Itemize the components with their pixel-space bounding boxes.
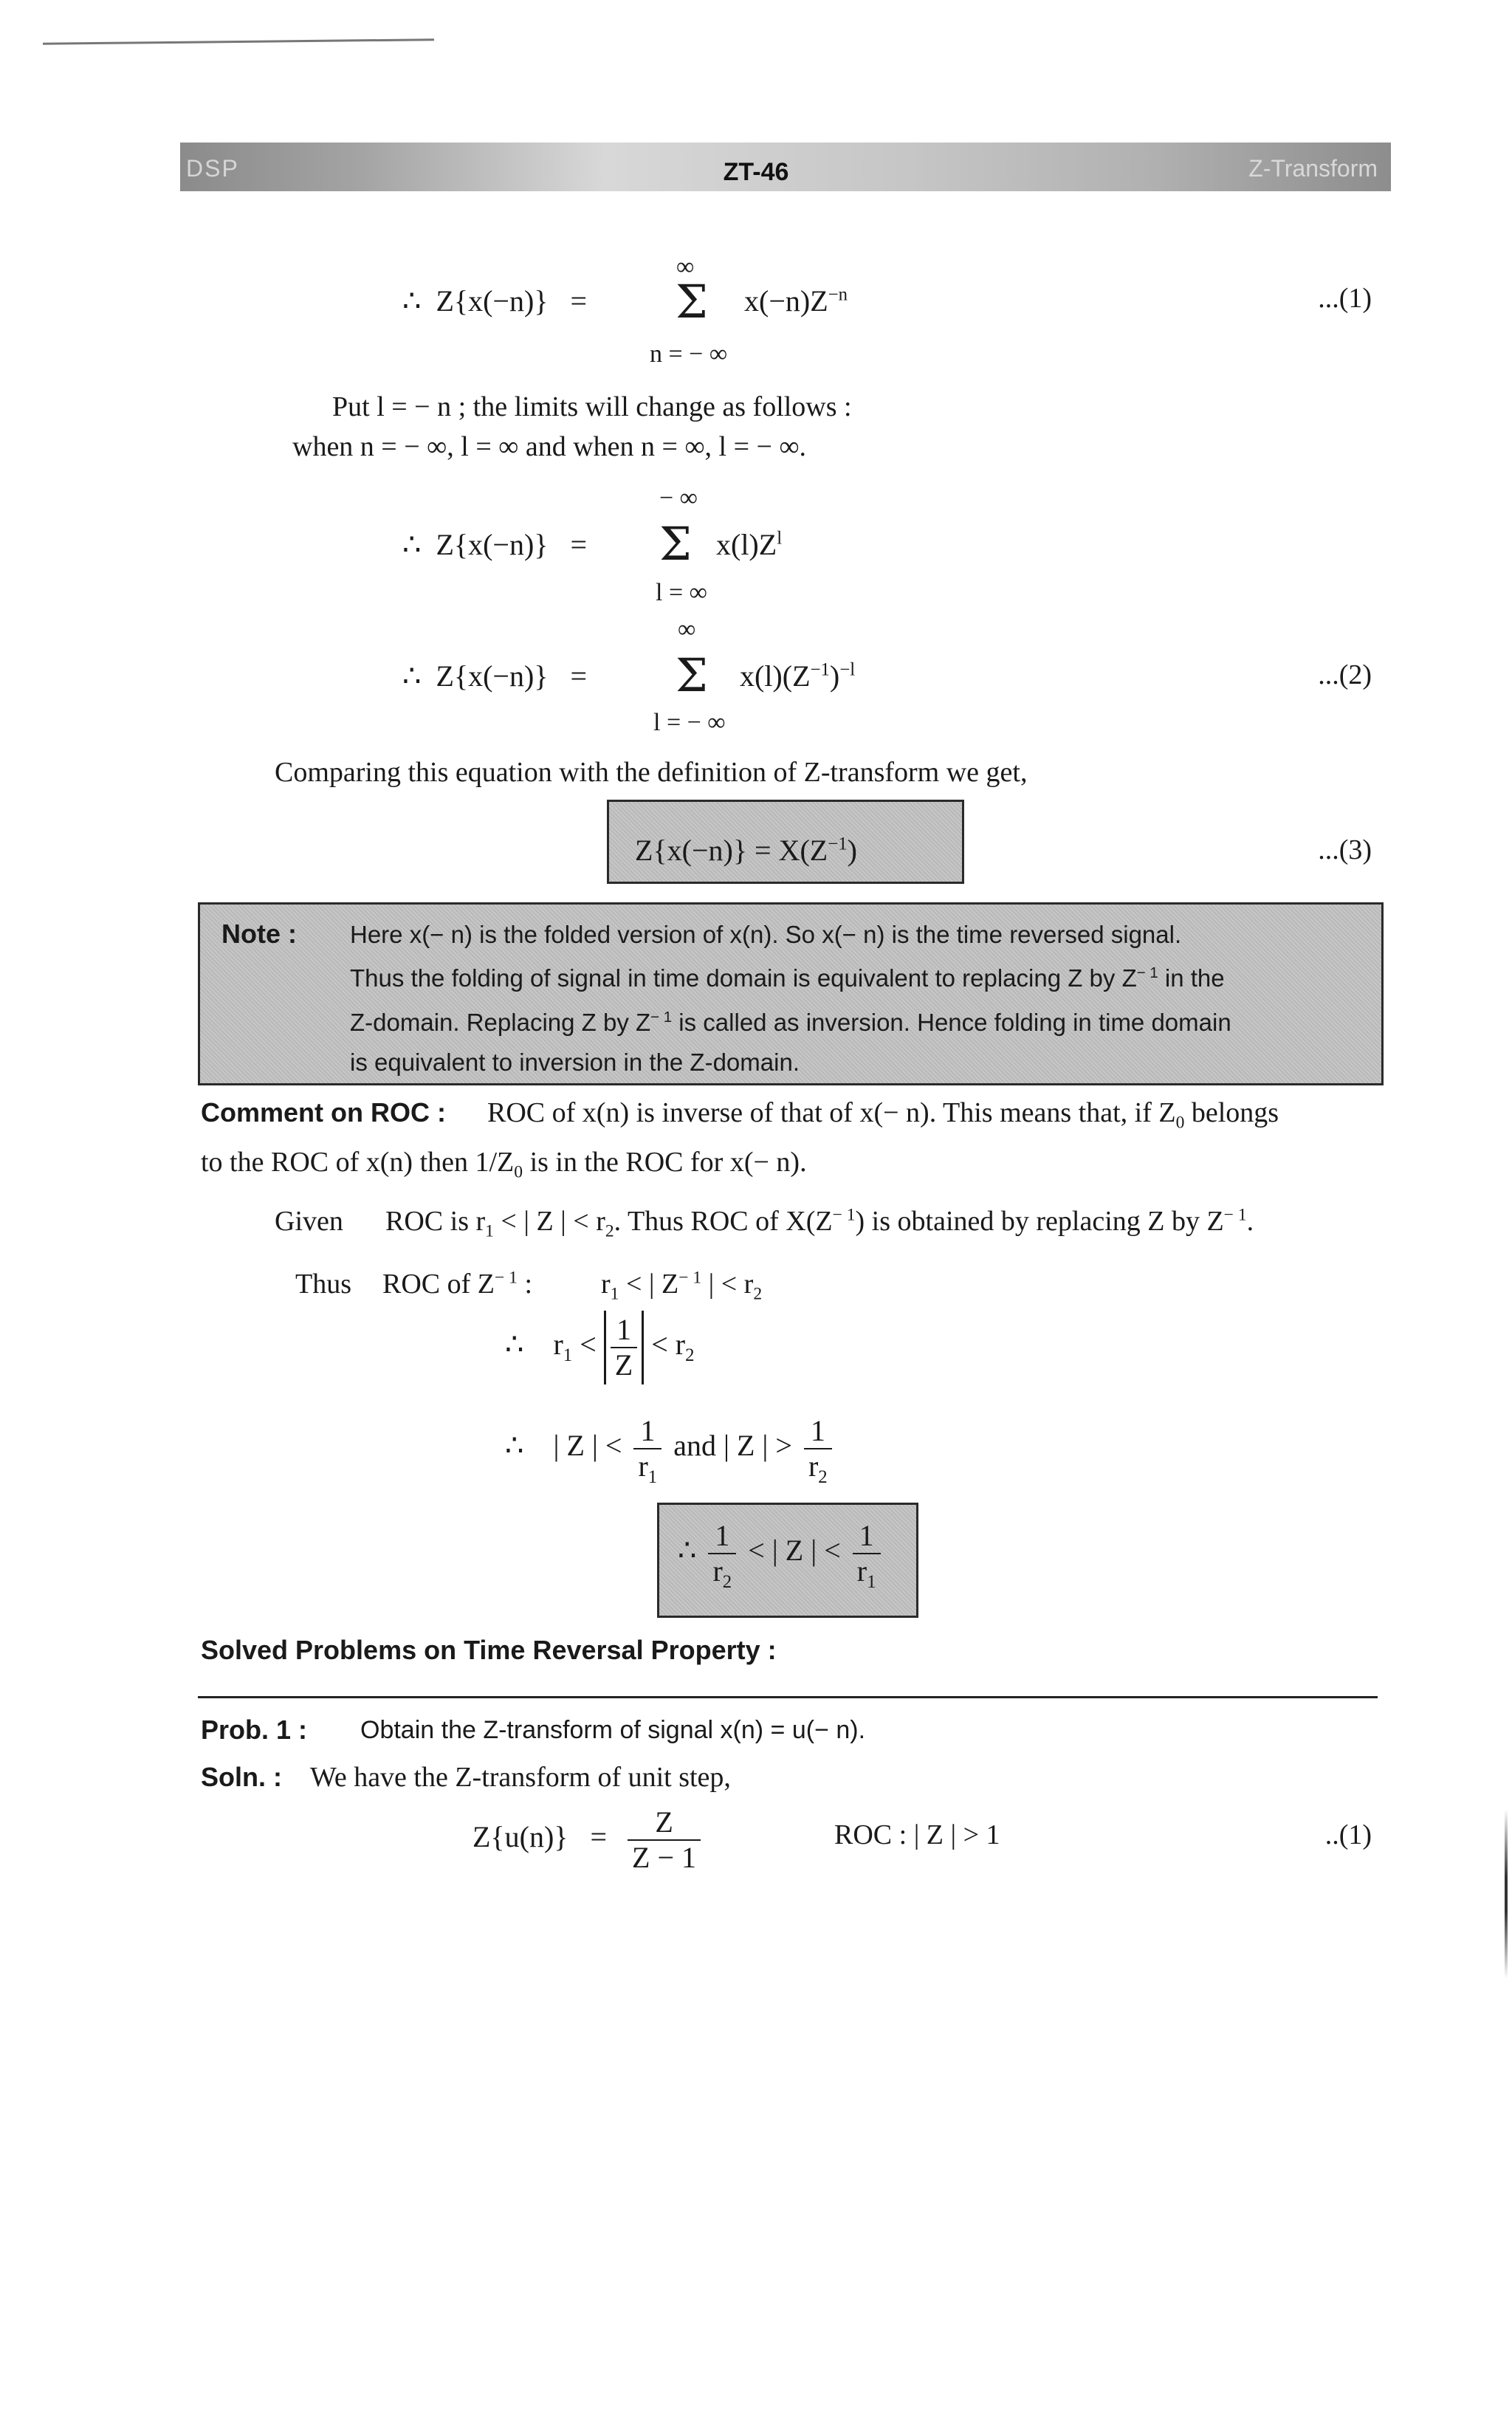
eq1-sigma: Σ [676,275,708,329]
thus-roc-of: ROC of $Z^{- 1}$ : [382,1268,533,1300]
note-line-2: Thus the folding of signal in time domain is equivalent to replacing Z by $Z^{- 1}$ in the [350,964,1225,992]
eq3-formula: $Z\{x(-n)\} = X(Z^{-1})$ [635,834,857,867]
eq1-lower-limit: n = − ∞ [650,340,728,368]
note-line-1: Here x(− n) is the folded version of x(n). So x(− n) is the time reversed signal. [350,921,1182,948]
unit-step-roc: ROC : | Z | > 1 [834,1819,1000,1850]
step1-inequality: ∴ $r_1$ < $\frac{1}{Z}$ < $r_2$ [505,1311,694,1384]
eq1-term: $x(-n)Z^{-n}$ [744,284,848,318]
note-line-3: Z-domain. Replacing Z by $Z^{- 1}$ is called as inversion. Hence folding in time domain [350,1009,1231,1036]
eq2-lhs: ∴ Z{x(−n)} = [402,659,588,693]
header-book-title: DSP [186,155,239,182]
thus-label: Thus [295,1269,351,1300]
eq1b-sigma: Σ [659,517,692,571]
eq2-upper-limit: ∞ [678,616,696,643]
eq1b-upper-limit: − ∞ [659,484,698,512]
given-statement: ROC is $r_1$ < | Z | < $r_2$. Thus ROC of $X(Z^{- 1})$ is obtained by replacing Z by $Z^{- 1}$. [385,1205,1254,1241]
header-chapter-title: Z-Transform [1248,155,1378,182]
eq2-sigma: Σ [676,648,708,702]
eq1-lhs: ∴ Z{x(−n)} = [402,284,588,318]
final-roc-result: ∴ $\frac{1}{r_2}$ < | Z | < $\frac{1}{r_1}$ [678,1519,885,1588]
eq2-number: ...(2) [1318,659,1372,690]
eq2-term: $x(l)(Z^{-1})^{-l}$ [740,659,856,693]
step2-inequality: ∴ | Z | < $\frac{1}{r_1}$ and | Z | > $\frac{1}{r_2}$ [505,1414,836,1483]
unit-step-equation: Z{u(n)} = $\frac{Z}{Z - 1}$ [472,1805,705,1875]
soln-text: We have the Z-transform of unit step, [310,1762,731,1793]
eq1b-lower-limit: l = ∞ [656,579,707,606]
prob-statement: Obtain the Z-transform of signal x(n) = u(− n). [360,1716,866,1744]
scan-artifact-line [43,38,434,45]
soln-label: Soln. : [201,1762,282,1792]
comparing-sentence: Comparing this equation with the definition of Z-transform we get, [275,757,1028,788]
eq1b-lhs: ∴ Z{x(−n)} = [402,528,588,562]
substitution-line-1: Put l = − n ; the limits will change as follows : [332,391,852,422]
scan-margin-mark [1505,1809,1508,1979]
comment-roc-label: Comment on ROC : [201,1097,446,1128]
page-number: ZT-46 [723,158,789,186]
eq3-number: ...(3) [1318,834,1372,865]
eq1-upper-limit: ∞ [676,253,695,281]
eq2-lower-limit: l = − ∞ [653,709,726,736]
unit-step-eq-number: ..(1) [1324,1819,1372,1850]
solved-problems-heading: Solved Problems on Time Reversal Property : [201,1635,777,1665]
section-rule [198,1696,1378,1698]
prob-label: Prob. 1 : [201,1715,308,1745]
eq1b-term: $x(l)Z^l$ [716,528,783,561]
thus-inequality: $r_1$ < | $Z^{- 1}$ | < $r_2$ [601,1268,763,1304]
comment-roc-line-1: ROC of x(n) is inverse of that of x(− n). This means that, if $Z_0$ belongs [487,1097,1279,1133]
eq1-number: ...(1) [1318,283,1372,314]
substitution-line-2: when n = − ∞, l = ∞ and when n = ∞, l = − ∞. [292,431,807,462]
note-line-4: is equivalent to inversion in the Z-domain. [350,1049,800,1076]
comment-roc-line-2: to the ROC of x(n) then $1/Z_0$ is in the ROC for x(− n). [201,1147,807,1182]
note-label: Note : [221,919,297,949]
given-label: Given [275,1206,343,1237]
